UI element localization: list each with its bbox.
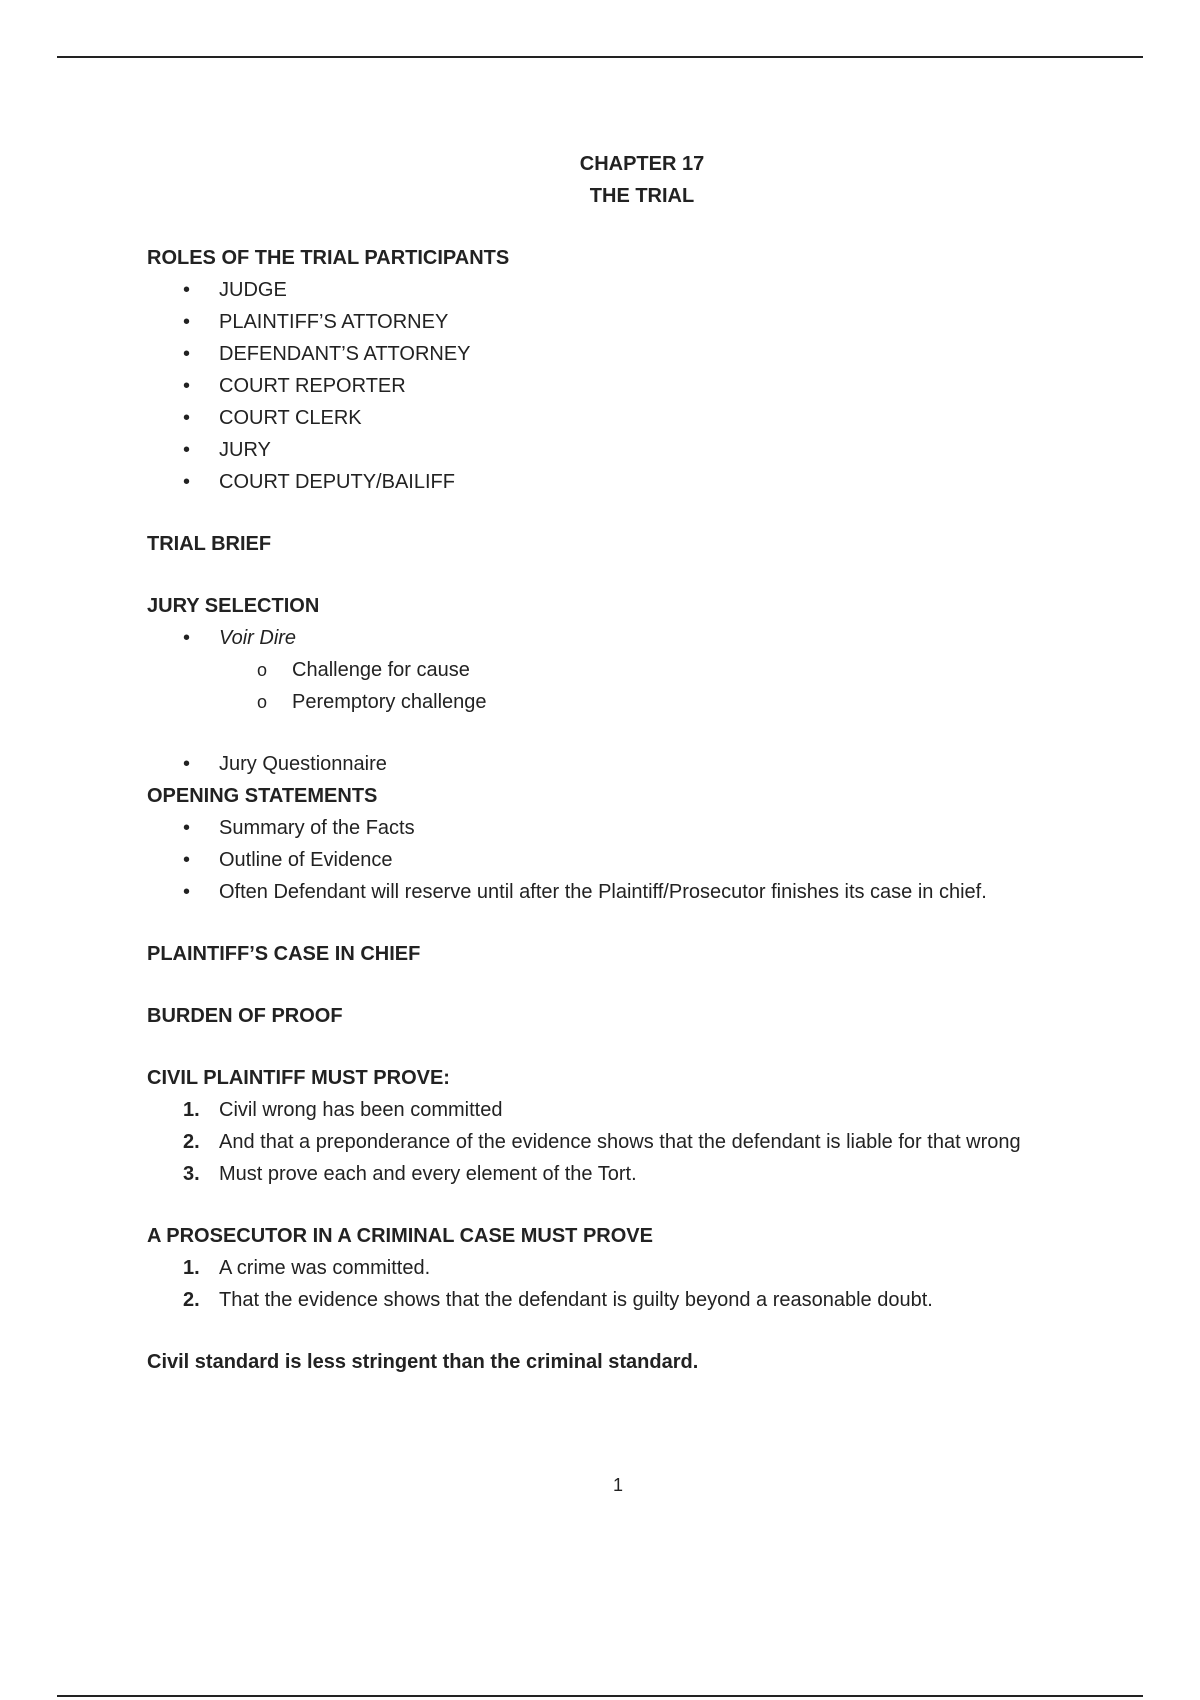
- sub-list-item: o Challenge for cause: [147, 654, 1107, 686]
- list-item: • Jury Questionnaire: [147, 748, 1107, 780]
- list-item: • COURT DEPUTY/BAILIFF: [147, 466, 1107, 498]
- prosecutor-heading: A PROSECUTOR IN A CRIMINAL CASE MUST PROVE: [147, 1225, 653, 1247]
- bullet-icon: •: [183, 849, 191, 871]
- sub-list-item: o Peremptory challenge: [147, 686, 1107, 718]
- list-item: 2. That the evidence shows that the defendant is guilty beyond a reasonable doubt.: [183, 1289, 933, 1311]
- bullet-icon: •: [183, 627, 191, 649]
- roles-list: [147, 274, 1107, 498]
- bullet-icon: •: [183, 407, 191, 429]
- chapter-title: THE TRIAL: [589, 185, 695, 207]
- prosecutor-list: [147, 1252, 1107, 1316]
- bullet-icon: •: [183, 375, 191, 397]
- list-item: • PLAINTIFF’S ATTORNEY: [147, 306, 1107, 338]
- list-item: • Often Defendant will reserve until after the Plaintiff/Prosecutor finishes its case in chief.: [147, 876, 1107, 908]
- plaintiff-case-heading: PLAINTIFF’S CASE IN CHIEF: [147, 943, 421, 965]
- bullet-icon: •: [183, 311, 191, 333]
- bullet-icon: •: [183, 279, 191, 301]
- roles-heading: ROLES OF THE TRIAL PARTICIPANTS: [147, 247, 510, 269]
- list-item: 1. A crime was committed.: [183, 1257, 431, 1279]
- bullet-icon: •: [183, 881, 191, 903]
- list-item: • Outline of Evidence: [147, 844, 1107, 876]
- trial-brief-heading: TRIAL BRIEF: [147, 533, 272, 555]
- circle-bullet-icon: o: [257, 692, 268, 712]
- chapter-title-block: [177, 148, 1107, 212]
- footer-rule: [57, 1695, 1143, 1697]
- opening-statements-list: [147, 812, 1107, 908]
- civil-plaintiff-list: [147, 1094, 1107, 1190]
- header-rule: [57, 56, 1143, 58]
- opening-statements-heading: OPENING STATEMENTS: [147, 785, 378, 807]
- chapter-number: CHAPTER 17: [579, 153, 705, 175]
- conclusion-statement: Civil standard is less stringent than the criminal standard.: [147, 1351, 699, 1373]
- bullet-icon: •: [183, 753, 191, 775]
- list-item: • Summary of the Facts: [147, 812, 1107, 844]
- list-item: 1. Civil wrong has been committed: [183, 1099, 503, 1121]
- burden-of-proof-heading: BURDEN OF PROOF: [147, 1005, 343, 1027]
- circle-bullet-icon: o: [257, 660, 268, 680]
- jury-selection-list: [147, 622, 1107, 718]
- list-item: 3. Must prove each and every element of the Tort.: [183, 1163, 637, 1185]
- list-item: • COURT REPORTER: [147, 370, 1107, 402]
- list-item: • Voir Dire: [147, 622, 1107, 654]
- list-item: • COURT CLERK: [147, 402, 1107, 434]
- bullet-icon: •: [183, 471, 191, 493]
- jury-questionnaire-list: [147, 748, 1107, 780]
- list-item: • JUDGE: [147, 274, 1107, 306]
- list-item: 2. And that a preponderance of the evidence shows that the defendant is liable for that wrong: [183, 1131, 1021, 1153]
- bullet-icon: •: [183, 439, 191, 461]
- page-number: 1: [612, 1475, 623, 1495]
- list-item: • JURY: [147, 434, 1107, 466]
- bullet-icon: •: [183, 343, 191, 365]
- list-item: • DEFENDANT’S ATTORNEY: [147, 338, 1107, 370]
- jury-selection-heading: JURY SELECTION: [147, 595, 320, 617]
- page-content: [147, 148, 1107, 1378]
- bullet-icon: •: [183, 817, 191, 839]
- civil-plaintiff-heading: CIVIL PLAINTIFF MUST PROVE:: [147, 1067, 450, 1089]
